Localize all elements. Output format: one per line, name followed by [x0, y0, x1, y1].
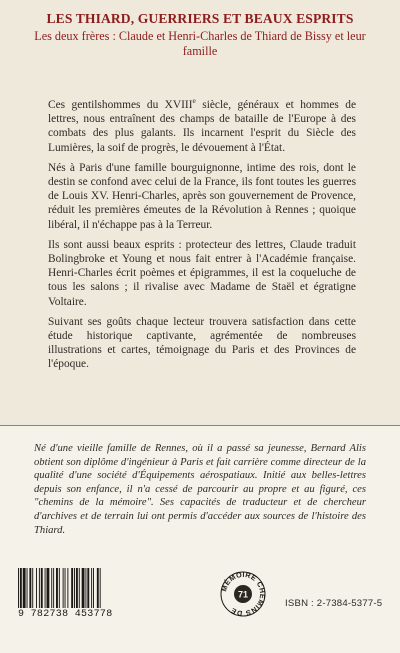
- header: [0, 10, 400, 59]
- blurb-paragraph-3: Ils sont aussi beaux esprits : protecteur des lettres, Claude traduit Bolingbroke et Young et nous fait entrer à l'Académie française. Henri-Charles écrit poèmes et épigrammes, il est la coqueluche de tous les salons ; il rivalise avec Madame de Staël et égratigne Voltaire.: [48, 238, 356, 308]
- barcode-bar: [41, 568, 43, 608]
- blurb-paragraph-2: Nés à Paris d'une famille bourguignonne, intime des rois, dont le destin se confond avec celui de la France, ils font toutes les guerres de Louis XV. Henri-Charles, après son gouvernement de Provence, réduit les premières émeutes de la Révolution à Rennes ; quoique libéral, il n'échappe pas à la Terreur.: [48, 161, 356, 231]
- logo-text: MÉMOIRE CHEMINS DE: [219, 570, 267, 618]
- barcode-bar: [76, 568, 78, 608]
- barcode-bar: [47, 568, 50, 608]
- barcode-bar: [27, 568, 28, 608]
- barcode-bar: [39, 568, 40, 608]
- blurb-p1-text-b: siècle, généraux et hommes de lettres, nous entraînent des champs de bataille de l'Europe à des combats des plus galants. Ils incarnent l'esprit du Siècle des Lumières, la soif de progrès, le dévouement à l'État.: [48, 99, 356, 154]
- barcode-bar: [100, 568, 101, 608]
- book-title: LES THIARD, GUERRIERS ET BEAUX ESPRITS: [46, 11, 354, 26]
- barcode-bar: [20, 568, 22, 608]
- book-subtitle: Les deux frères : Claude et Henri-Charles de Thiard de Bissy et leur famille: [34, 29, 366, 58]
- barcode-bar: [65, 568, 66, 608]
- barcode-bar: [97, 568, 99, 608]
- barcode-bar: [32, 568, 33, 608]
- century-superscript: e: [192, 96, 196, 106]
- logo-volume: 71: [237, 589, 249, 600]
- barcode-bar: [87, 568, 89, 608]
- barcode-bars: [16, 568, 140, 608]
- barcode-bar: [93, 568, 94, 608]
- barcode-bar: [71, 568, 73, 608]
- barcode-bar: [45, 568, 46, 608]
- blurb-p1-text-a: Ces gentilshommes du XVIII: [48, 99, 193, 111]
- barcode-bar: [79, 568, 80, 608]
- barcode-bar: [23, 568, 26, 608]
- blurb-paragraph-1: [48, 98, 356, 155]
- barcode-bar: [85, 568, 86, 608]
- barcode-bar: [29, 568, 31, 608]
- blurb-paragraph-4: Suivant ses goûts chaque lecteur trouvera satisfaction dans cette étude historique captivante, agrémentée de nombreuses illustrations et cartes, témoignage du Paris et des Provinces de l'époque.: [48, 315, 356, 371]
- barcode-bar: [59, 568, 60, 608]
- author-bio: Né d'une vieille famille de Rennes, où il a passé sa jeunesse, Bernard Alis obtient son diplôme d'ingénieur à Paris et fait carrière comme directeur de la qualité d'une société d'Équipements aérospatiaux. Initié aux belles-lettres depuis son enfance, il n'a cessé de parcourir au propre et au figuré, ces "chemins de la mémoire". Ses capacités de traducteur et de chercheur d'archives et de terrain lui ont permis d'accéder aux sources de l'histoire des Thiard.: [34, 443, 366, 536]
- barcode-bar: [63, 568, 64, 608]
- blurb: [48, 98, 356, 378]
- barcode-bar: [18, 568, 19, 608]
- barcode-bar: [91, 568, 92, 608]
- barcode-bar: [51, 568, 52, 608]
- series-logo-icon: [219, 570, 267, 618]
- barcode-bar: [56, 568, 58, 608]
- barcode-bar: [74, 568, 75, 608]
- barcode-number: 9 782738 453778: [18, 609, 113, 620]
- barcode-bar: [67, 568, 68, 608]
- barcode-bar: [82, 568, 85, 608]
- isbn: ISBN : 2-7384-5377-5: [285, 598, 383, 609]
- barcode-bar: [36, 568, 37, 608]
- barcode-bar: [53, 568, 54, 608]
